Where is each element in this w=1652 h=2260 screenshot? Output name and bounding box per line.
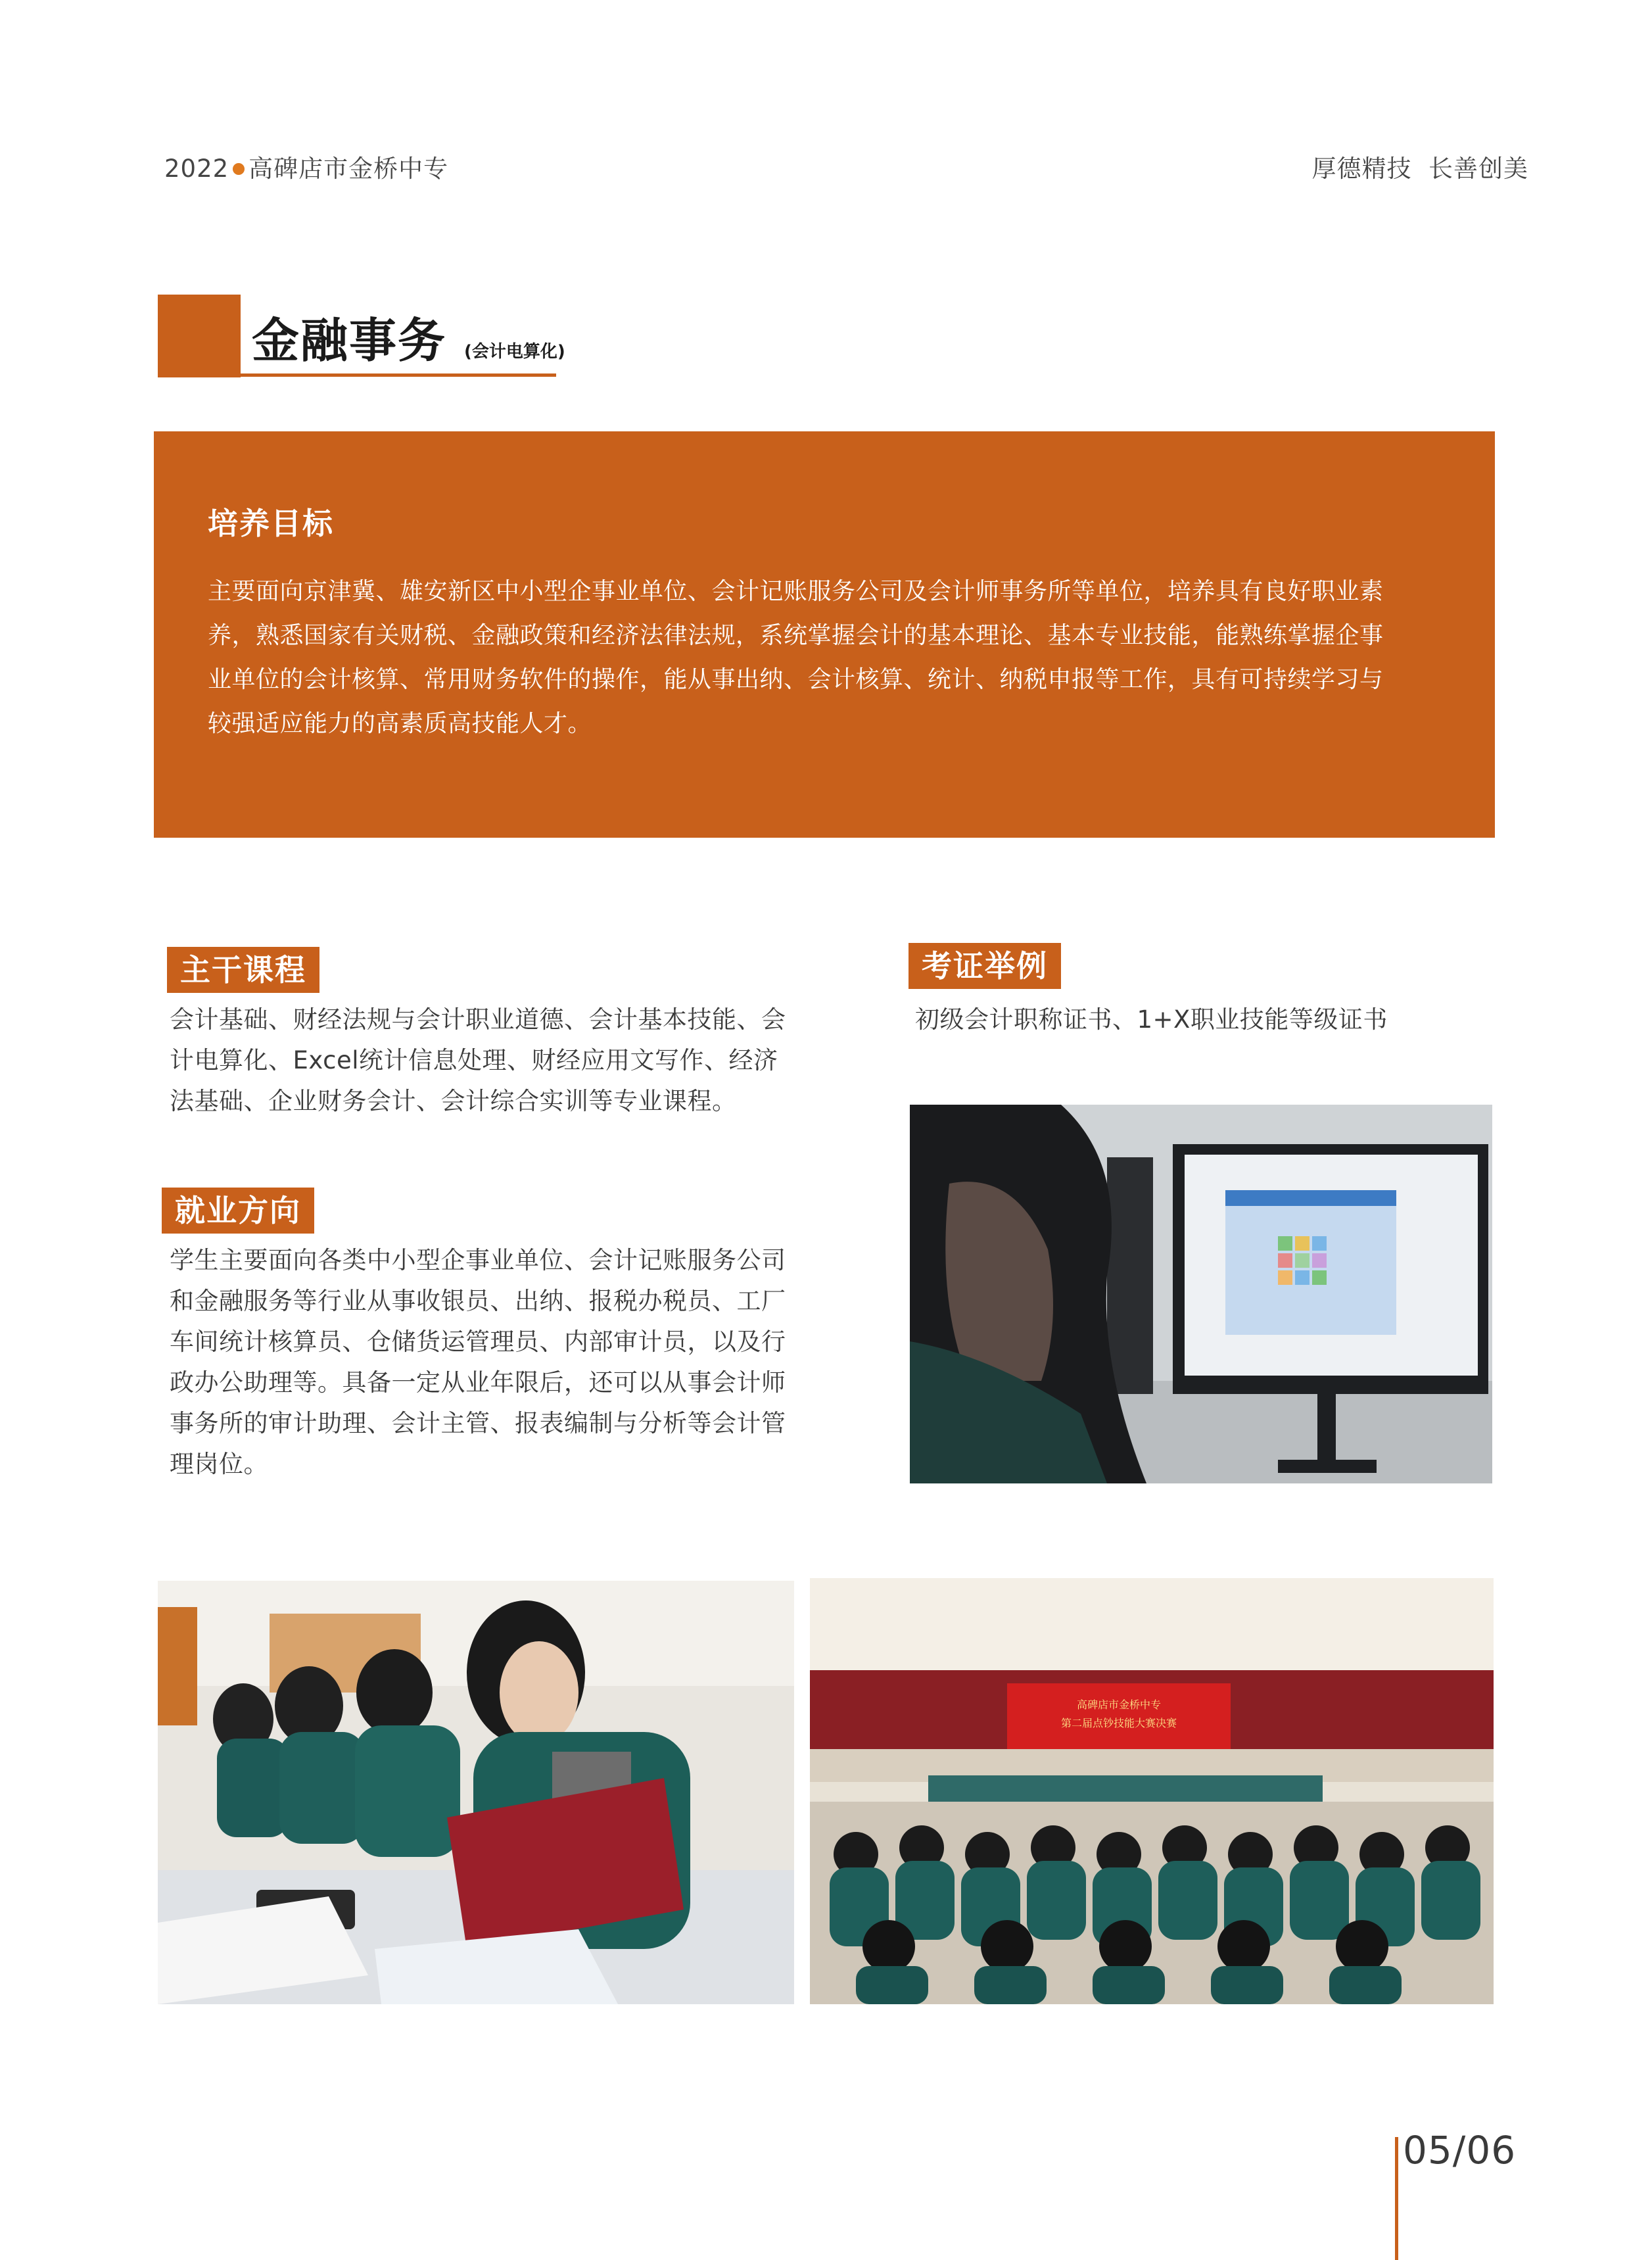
- title-accent-block: [158, 295, 241, 377]
- title-underline: [241, 373, 556, 377]
- courses-label: 主干课程: [167, 947, 319, 993]
- student-at-computer-photo: [910, 1105, 1492, 1483]
- contest-hall-photo: [810, 1578, 1494, 2004]
- goal-text: 主要面向京津冀、雄安新区中小型企事业单位、会计记账服务公司及会计师事务所等单位，培养具有良好职业素养，熟悉国家有关财税、金融政策和经济法律法规，系统掌握会计的基本理论、基本专业技能，能熟练掌握企事业单位的会计核算、常用财务软件的操作，能从事出纳、会计核算、统计、纳税申报等工作，具有可持续学习与较强适应能力的高素质高技能人才。: [208, 578, 1384, 737]
- section-title: 金融事务: [252, 313, 447, 368]
- employment-text: 学生主要面向各类中小型企事业单位、会计记账服务公司和金融服务等行业从事收银员、出纳、报税办税员、工厂车间统计核算员、仓储货运管理员、内部审计员，以及行政办公助理等。具备一定从业年限后，还可以从事会计师事务所的审计助理、会计主管、报表编制与分析等会计管理岗位。: [170, 1246, 786, 1478]
- page-number-divider: [1395, 2137, 1398, 2260]
- banner-line2: 第二届点钞技能大赛决赛: [1060, 1717, 1177, 1729]
- goal-title: 培养目标: [208, 506, 334, 541]
- header-motto: 厚德精技 长善创美: [1311, 155, 1528, 183]
- certificate-label: 考证举例: [909, 943, 1061, 989]
- students-calculating-photo: [158, 1581, 794, 2004]
- banner-line1: 高碑店市金桥中专: [1076, 1698, 1162, 1711]
- employment-label: 就业方向: [162, 1188, 314, 1234]
- page-number: 05/06: [1403, 2128, 1517, 2173]
- courses-text: 会计基础、财经法规与会计职业道德、会计基本技能、会计电算化、Excel统计信息处理、财经应用文写作、经济法基础、企业财务会计、会计综合实训等专业课程。: [170, 1005, 786, 1115]
- header-dot-icon: [233, 163, 245, 175]
- header-school: [164, 149, 448, 184]
- header-year: 2022: [164, 155, 229, 183]
- header-school-name: 高碑店市金桥中专: [248, 155, 449, 183]
- section-subtitle: (会计电算化): [464, 342, 565, 362]
- certificate-text: 初级会计职称证书、1+X职业技能等级证书: [915, 1005, 1388, 1034]
